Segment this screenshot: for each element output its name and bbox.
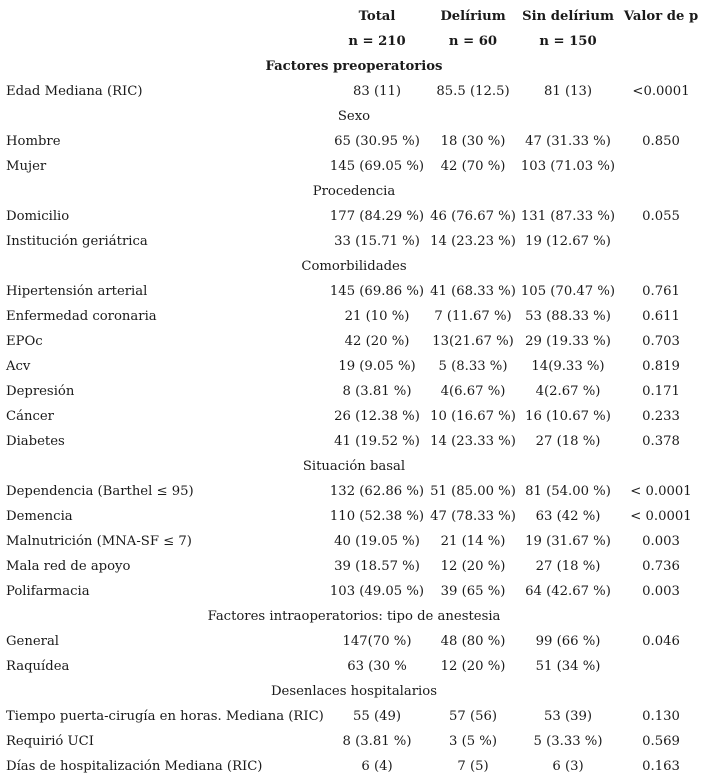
table-row [0, 529, 708, 554]
cell-total: 33 (15.71 %) [334, 234, 420, 249]
row-label: General [6, 634, 60, 649]
cell-sin-delirium: 81 (54.00 %) [525, 484, 611, 499]
section-header-row [0, 604, 708, 629]
row-label: EPOc [6, 334, 43, 349]
table-row [0, 354, 708, 379]
table-row [0, 304, 708, 329]
n-total: n = 210 [348, 34, 406, 49]
cell-p-value: 0.163 [642, 759, 680, 774]
table-row [0, 229, 708, 254]
cell-sin-delirium: 29 (19.33 %) [525, 334, 611, 349]
table-row [0, 279, 708, 304]
cell-sin-delirium: 53 (88.33 %) [525, 309, 611, 324]
table-row [0, 629, 708, 654]
cell-sin-delirium: 131 (87.33 %) [520, 209, 616, 224]
section-header-row [0, 254, 708, 279]
cell-p-value: 0.003 [642, 584, 680, 599]
cell-total: 19 (9.05 %) [338, 359, 416, 374]
row-label: Edad Mediana (RIC) [6, 84, 143, 99]
cell-total: 42 (20 %) [344, 334, 410, 349]
cell-p-value: 0.736 [642, 559, 680, 574]
cell-total: 55 (49) [352, 709, 402, 724]
row-label: Acv [6, 359, 31, 374]
cell-total: 147(70 %) [342, 634, 412, 649]
cell-delirium: 12 (20 %) [440, 559, 506, 574]
cell-p-value: 0.819 [642, 359, 680, 374]
cell-total: 110 (52.38 %) [329, 509, 425, 524]
cell-total: 63 (30 % [347, 659, 407, 674]
row-label: Tiempo puerta-cirugía en horas. Mediana (RIC) [6, 709, 324, 724]
results-table [0, 4, 708, 779]
row-label: Dependencia (Barthel ≤ 95) [6, 484, 194, 499]
cell-sin-delirium: 27 (18 %) [535, 559, 601, 574]
cell-delirium: 14 (23.33 %) [430, 434, 516, 449]
cell-sin-delirium: 19 (31.67 %) [525, 534, 611, 549]
section-title: Factores intraoperatorios: tipo de anestesia [207, 609, 501, 624]
cell-delirium: 10 (16.67 %) [430, 409, 516, 424]
cell-delirium: 51 (85.00 %) [430, 484, 516, 499]
col-header-sin-delirium: Sin delírium [522, 9, 614, 24]
section-title: Situación basal [302, 459, 406, 474]
cell-delirium: 7 (5) [457, 759, 489, 774]
cell-p-value: 0.378 [642, 434, 680, 449]
cell-delirium: 12 (20 %) [440, 659, 506, 674]
cell-p-value [616, 654, 706, 679]
table-row [0, 404, 708, 429]
table-row [0, 754, 708, 779]
cell-sin-delirium: 81 (13) [543, 84, 593, 99]
cell-sin-delirium: 105 (70.47 %) [520, 284, 616, 299]
row-label: Cáncer [6, 409, 54, 424]
row-label: Requirió UCI [6, 734, 94, 749]
section-title: Comorbilidades [301, 259, 407, 274]
cell-p-value [616, 229, 706, 254]
cell-delirium: 48 (80 %) [440, 634, 506, 649]
cell-p-value: 0.703 [642, 334, 680, 349]
cell-sin-delirium: 47 (31.33 %) [525, 134, 611, 149]
cell-sin-delirium: 14(9.33 %) [531, 359, 605, 374]
table-row [0, 79, 708, 104]
cell-delirium: 21 (14 %) [440, 534, 506, 549]
cell-delirium: 18 (30 %) [440, 134, 506, 149]
cell-delirium: 5 (8.33 %) [438, 359, 508, 374]
cell-total: 103 (49.05 %) [329, 584, 425, 599]
row-label: Enfermedad coronaria [6, 309, 157, 324]
cell-p-value: 0.171 [642, 384, 680, 399]
cell-delirium: 14 (23.23 %) [430, 234, 516, 249]
cell-p-value: 0.130 [642, 709, 680, 724]
table-row [0, 579, 708, 604]
cell-p-value: 0.003 [642, 534, 680, 549]
n-delirium: n = 60 [448, 34, 498, 49]
cell-p-value: 0.046 [642, 634, 680, 649]
cell-total: 132 (62.86 %) [329, 484, 425, 499]
cell-total: 8 (3.81 %) [342, 734, 412, 749]
col-header-delirium: Delírium [440, 9, 506, 24]
cell-total: 39 (18.57 %) [334, 559, 420, 574]
cell-sin-delirium: 99 (66 %) [535, 634, 601, 649]
table-row [0, 654, 708, 679]
row-label: Hombre [6, 134, 61, 149]
row-label: Institución geriátrica [6, 234, 148, 249]
cell-delirium: 46 (76.67 %) [430, 209, 516, 224]
section-header-row [0, 679, 708, 704]
table-row [0, 504, 708, 529]
cell-sin-delirium: 53 (39) [543, 709, 593, 724]
row-label: Días de hospitalización Mediana (RIC) [6, 759, 263, 774]
table-row [0, 329, 708, 354]
table-row [0, 429, 708, 454]
col-header-p-value: Valor de p [623, 9, 699, 24]
section-title: Factores preoperatorios [265, 59, 443, 74]
cell-sin-delirium: 19 (12.67 %) [525, 234, 611, 249]
cell-total: 8 (3.81 %) [342, 384, 412, 399]
row-label: Hipertensión arterial [6, 284, 148, 299]
cell-delirium: 3 (5 %) [449, 734, 497, 749]
table-row [0, 154, 708, 179]
cell-delirium: 42 (70 %) [440, 159, 506, 174]
cell-p-value: 0.055 [642, 209, 680, 224]
row-label: Raquídea [6, 659, 70, 674]
cell-p-value: < 0.0001 [630, 509, 692, 524]
row-label: Polifarmacia [6, 584, 90, 599]
cell-sin-delirium: 5 (3.33 %) [533, 734, 603, 749]
row-label: Malnutrición (MNA-SF ≤ 7) [6, 534, 192, 549]
cell-total: 83 (11) [352, 84, 402, 99]
cell-sin-delirium: 51 (34 %) [535, 659, 601, 674]
cell-p-value: < 0.0001 [630, 484, 692, 499]
cell-p-value: 0.761 [642, 284, 680, 299]
n-sin-delirium: n = 150 [539, 34, 597, 49]
cell-sin-delirium: 16 (10.67 %) [525, 409, 611, 424]
cell-total: 26 (12.38 %) [334, 409, 420, 424]
cell-total: 177 (84.29 %) [329, 209, 425, 224]
row-label: Depresión [6, 384, 75, 399]
row-label: Mala red de apoyo [6, 559, 131, 574]
col-header-total: Total [358, 9, 396, 24]
cell-p-value: 0.611 [642, 309, 680, 324]
cell-delirium: 47 (78.33 %) [430, 509, 516, 524]
cell-sin-delirium: 4(2.67 %) [535, 384, 601, 399]
cell-total: 65 (30.95 %) [334, 134, 420, 149]
section-header-row [0, 104, 708, 129]
n-row [0, 29, 708, 54]
row-label: Demencia [6, 509, 73, 524]
section-header-row [0, 179, 708, 204]
table-row [0, 479, 708, 504]
table-row [0, 729, 708, 754]
cell-total: 41 (19.52 %) [334, 434, 420, 449]
table-row [0, 704, 708, 729]
row-label: Diabetes [6, 434, 65, 449]
row-label: Domicilio [6, 209, 70, 224]
table-row [0, 204, 708, 229]
cell-sin-delirium: 64 (42.67 %) [525, 584, 611, 599]
cell-p-value: 0.233 [642, 409, 680, 424]
cell-total: 40 (19.05 %) [334, 534, 420, 549]
row-label: Mujer [6, 159, 47, 174]
cell-p-value [616, 154, 706, 179]
cell-total: 21 (10 %) [344, 309, 410, 324]
cell-p-value: 0.569 [642, 734, 680, 749]
cell-total: 145 (69.86 %) [329, 284, 425, 299]
section-header-row [0, 54, 708, 79]
cell-sin-delirium: 6 (3) [552, 759, 584, 774]
section-title: Desenlaces hospitalarios [270, 684, 437, 699]
table-row [0, 379, 708, 404]
cell-delirium: 39 (65 %) [440, 584, 506, 599]
cell-p-value: 0.850 [642, 134, 680, 149]
table-body [0, 54, 708, 779]
cell-delirium: 85.5 (12.5) [436, 84, 510, 99]
section-title: Procedencia [312, 184, 396, 199]
header-row [0, 4, 708, 29]
cell-delirium: 4(6.67 %) [440, 384, 506, 399]
cell-sin-delirium: 103 (71.03 %) [520, 159, 616, 174]
cell-sin-delirium: 63 (42 %) [535, 509, 601, 524]
cell-delirium: 13(21.67 %) [432, 334, 514, 349]
section-header-row [0, 454, 708, 479]
table-row [0, 129, 708, 154]
cell-delirium: 7 (11.67 %) [434, 309, 512, 324]
cell-delirium: 41 (68.33 %) [430, 284, 516, 299]
cell-total: 145 (69.05 %) [329, 159, 425, 174]
cell-p-value: <0.0001 [632, 84, 690, 99]
table-row [0, 554, 708, 579]
cell-delirium: 57 (56) [448, 709, 498, 724]
cell-total: 6 (4) [361, 759, 393, 774]
section-title: Sexo [337, 109, 371, 124]
cell-sin-delirium: 27 (18 %) [535, 434, 601, 449]
